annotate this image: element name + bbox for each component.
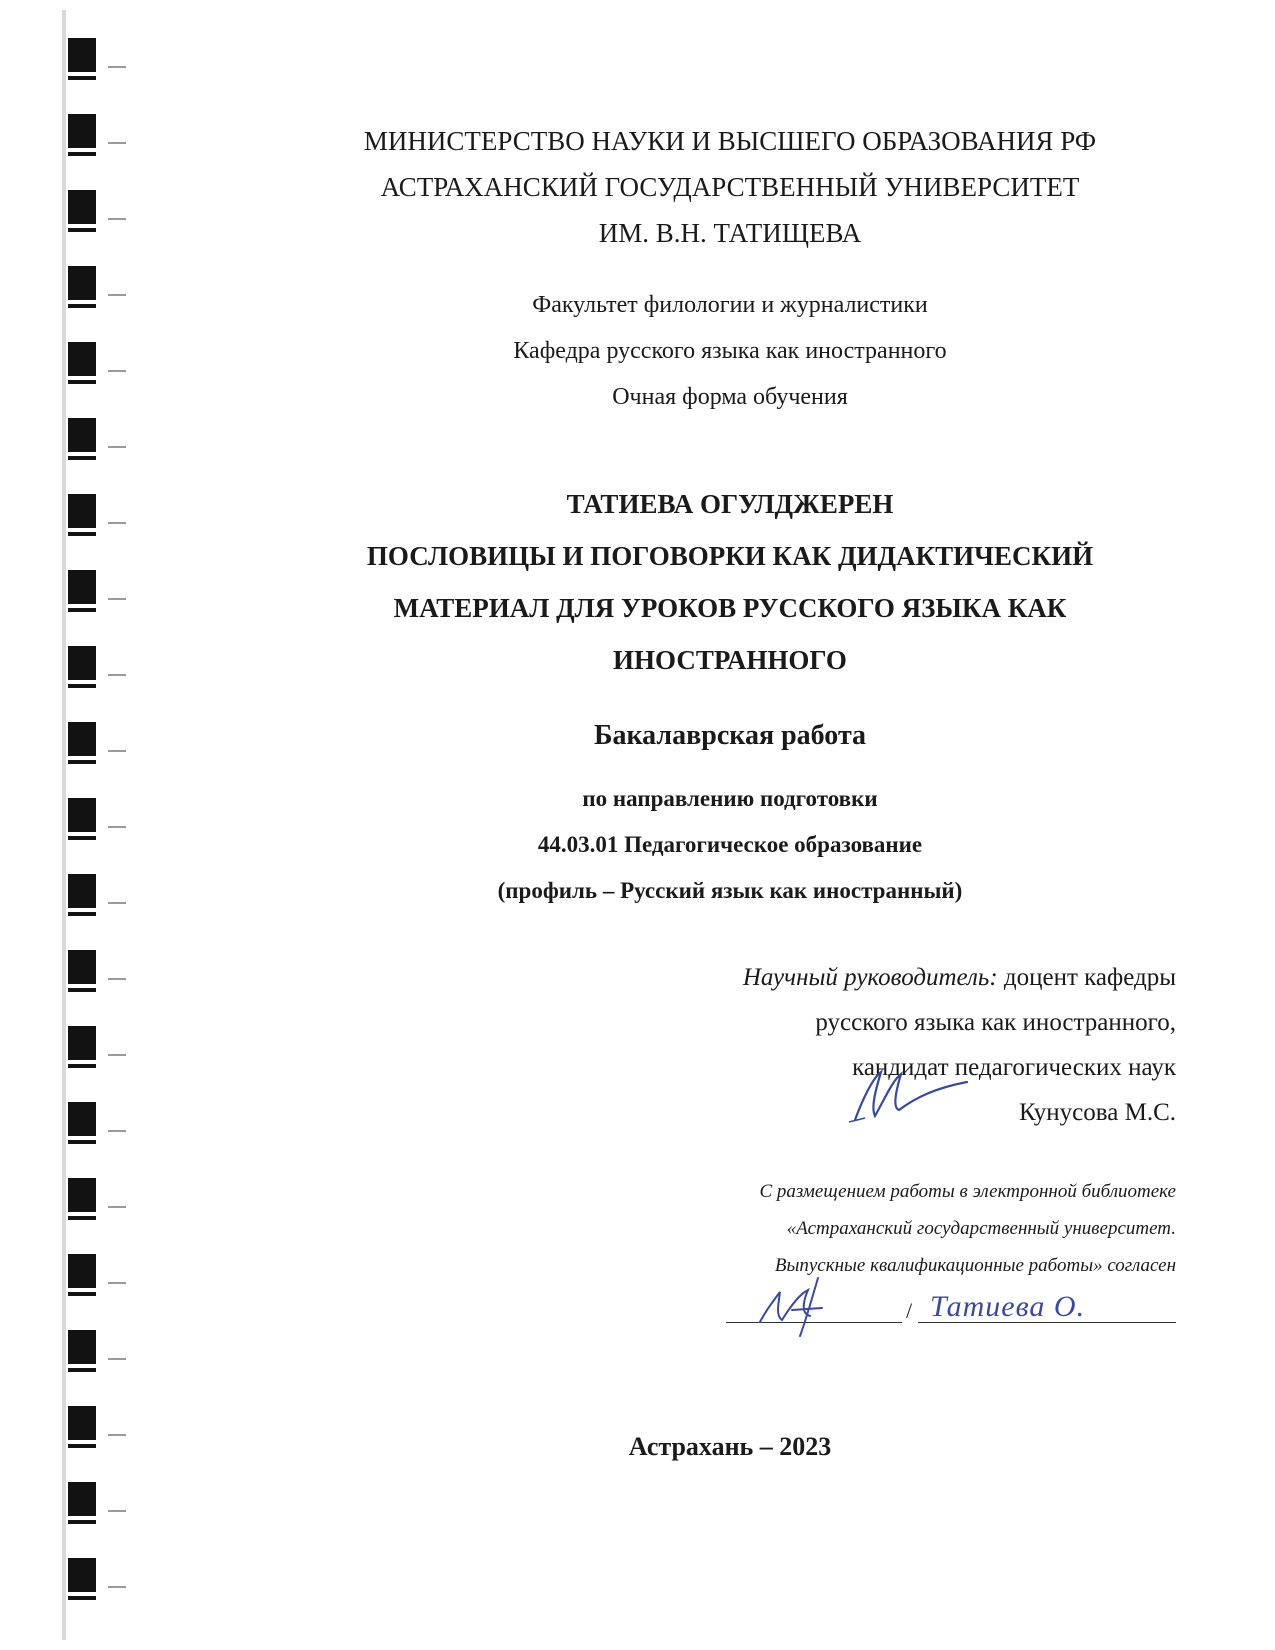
binding-tick — [108, 142, 126, 144]
direction-label: по направлению подготовки — [582, 786, 878, 811]
author-name: ТАТИЕВА ОГУЛДЖЕРЕН — [566, 489, 894, 519]
binding-gap — [66, 680, 98, 684]
supervisor-line-2: русского языка как иностранного, — [815, 1009, 1176, 1036]
supervisor-position: доцент кафедры — [1003, 964, 1176, 991]
binding-gap — [66, 224, 98, 228]
supervisor-line-3: кандидат педагогических наук — [852, 1054, 1176, 1081]
work-type: Бакалаврская работа — [593, 720, 867, 751]
binding-gap — [66, 148, 98, 152]
title-line: ИНОСТРАННОГО — [613, 645, 847, 675]
binding-tick — [108, 370, 126, 372]
binding-gap — [66, 1440, 98, 1444]
binding-gap — [66, 604, 98, 608]
signature-separator: / — [906, 1298, 913, 1323]
binding-gap — [66, 72, 98, 76]
binding-gap — [66, 1212, 98, 1216]
student-signature — [752, 1270, 872, 1340]
direction-block — [280, 776, 1180, 914]
university-name-line: ИМ. В.Н. ТАТИЩЕВА — [598, 218, 862, 248]
binding-tick — [108, 218, 126, 220]
binding-tick — [108, 1054, 126, 1056]
binding-tick — [108, 522, 126, 524]
direction-profile: (профиль – Русский язык как иностранный) — [497, 878, 963, 903]
binding-tick — [108, 674, 126, 676]
binding-gap — [66, 452, 98, 456]
title-line: ПОСЛОВИЦЫ И ПОГОВОРКИ КАК ДИДАКТИЧЕСКИЙ — [366, 541, 1094, 571]
binding-edge — [62, 10, 66, 1640]
binding-gap — [66, 528, 98, 532]
title-line: МАТЕРИАЛ ДЛЯ УРОКОВ РУССКОГО ЯЗЫКА КАК — [393, 593, 1067, 623]
binding-tick — [108, 978, 126, 980]
binding-gap — [66, 1516, 98, 1520]
consent-line-1: С размещением работы в электронной библиотеке — [759, 1181, 1176, 1202]
ministry-line: МИНИСТЕРСТВО НАУКИ И ВЫСШЕГО ОБРАЗОВАНИЯ РФ — [363, 126, 1097, 156]
title-block — [280, 478, 1180, 686]
supervisor-signature — [845, 1058, 985, 1128]
binding-tick — [108, 1206, 126, 1208]
supervisor-label: Научный руководитель: — [742, 964, 998, 991]
faculty-block — [280, 282, 1180, 420]
binding-tick — [108, 1282, 126, 1284]
consent-line-2: «Астраханский государственный университет. — [786, 1218, 1176, 1239]
binding-gap — [66, 1364, 98, 1368]
university-line: АСТРАХАНСКИЙ ГОСУДАРСТВЕННЫЙ УНИВЕРСИТЕТ — [380, 172, 1080, 202]
consent-line-3: Выпускные квалификационные работы» согласен — [774, 1255, 1176, 1276]
binding-tick — [108, 1434, 126, 1436]
supervisor-line-1 — [743, 955, 1176, 1000]
binding-tick — [108, 1510, 126, 1512]
binding-gap — [66, 984, 98, 988]
student-handwritten-name: Татиева О. — [930, 1290, 1086, 1323]
binding-tick — [108, 1130, 126, 1132]
binding-tick — [108, 66, 126, 68]
binding-tick — [108, 446, 126, 448]
consent-block — [759, 1173, 1176, 1284]
study-form: Очная форма обучения — [612, 384, 848, 410]
binding-tick — [108, 598, 126, 600]
binding-tick — [108, 902, 126, 904]
binding-tick — [108, 1358, 126, 1360]
binding-gap — [66, 756, 98, 760]
binding-gap — [66, 1060, 98, 1064]
ministry-header — [280, 118, 1180, 256]
binding-gap — [66, 1288, 98, 1292]
city-year: Астрахань – 2023 — [628, 1432, 832, 1461]
binding-tick — [108, 750, 126, 752]
faculty: Факультет филологии и журналистики — [532, 292, 928, 318]
direction-code: 44.03.01 Педагогическое образование — [537, 832, 923, 857]
supervisor-name: Кунусова М.С. — [1019, 1099, 1176, 1126]
department: Кафедра русского языка как иностранного — [513, 338, 947, 364]
binding-tick — [108, 1586, 126, 1588]
binding-tick — [108, 826, 126, 828]
binding-gap — [66, 376, 98, 380]
binding-gap — [66, 832, 98, 836]
binding-tick — [108, 294, 126, 296]
binding-gap — [66, 908, 98, 912]
binding-gap — [66, 300, 98, 304]
binding-gap — [66, 1592, 98, 1596]
binding-gap — [66, 1136, 98, 1140]
